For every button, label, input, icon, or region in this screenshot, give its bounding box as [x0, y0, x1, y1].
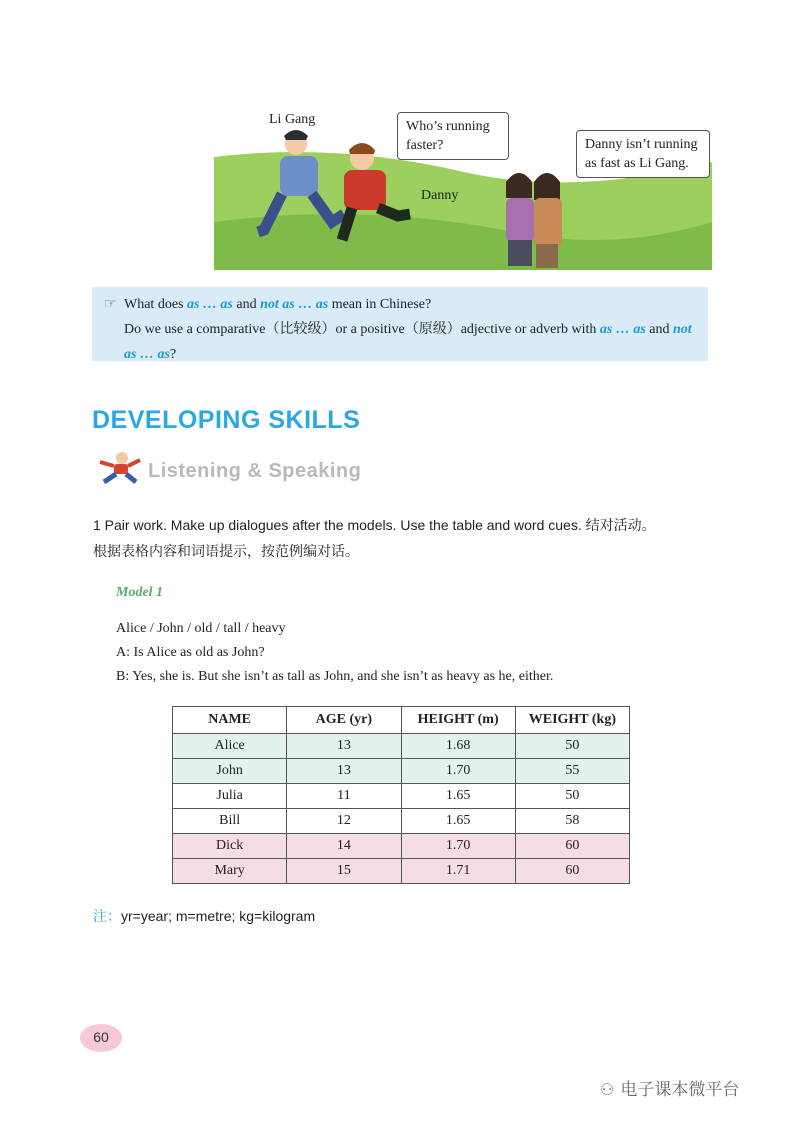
column-header: HEIGHT (m) [401, 707, 515, 734]
table-cell: 1.70 [401, 834, 515, 859]
label-danny: Danny [421, 188, 459, 203]
table-row [173, 859, 630, 884]
table-header-row [173, 707, 630, 734]
table-cell: 11 [287, 784, 401, 809]
model-cues: Alice / John / old / tall / heavy [116, 621, 286, 636]
wechat-icon: ⚇ [600, 1080, 615, 1099]
column-header: WEIGHT (kg) [515, 707, 629, 734]
column-header: AGE (yr) [287, 707, 401, 734]
runner-icon [92, 450, 144, 486]
table-cell: 14 [287, 834, 401, 859]
data-table [172, 706, 630, 884]
exercise-instruction [93, 512, 733, 564]
label-li-gang: Li Gang [269, 112, 316, 127]
footnote-prefix: 注： [93, 908, 121, 924]
table-cell: 15 [287, 859, 401, 884]
table-cell: 50 [515, 734, 629, 759]
column-header: NAME [173, 707, 287, 734]
model-title: Model 1 [116, 585, 164, 600]
table-cell: 60 [515, 834, 629, 859]
table-cell: 1.71 [401, 859, 515, 884]
table-cell: 58 [515, 809, 629, 834]
table-cell: 12 [287, 809, 401, 834]
model-line-a: A: Is Alice as old as John? [116, 645, 265, 660]
table-cell: Bill [173, 809, 287, 834]
question-line-2: Do we use a comparative（比较级）or a positive（原级）adjective or adverb with as … as and not as … as? [124, 322, 692, 362]
table-row [173, 759, 630, 784]
table-cell: 1.70 [401, 759, 515, 784]
footnote-text: yr=year; m=metre; kg=kilogram [121, 908, 316, 924]
watermark-text: 电子课本微平台 [620, 1080, 740, 1100]
table-row [173, 784, 630, 809]
table-row [173, 834, 630, 859]
table-cell: 13 [287, 734, 401, 759]
table-cell: 1.65 [401, 809, 515, 834]
model-line-b: B: Yes, she is. But she isn’t as tall as John, and she isn’t as heavy as he, either. [116, 669, 554, 684]
watermark [600, 1075, 739, 1100]
page-number: 60 [80, 1024, 122, 1052]
question-line-1: What does as … as and not as … as mean in Chinese? [124, 297, 432, 312]
table-cell: 60 [515, 859, 629, 884]
instruction-line-2: 根据表格内容和词语提示，按范例编对话。 [93, 543, 359, 559]
table-cell: 50 [515, 784, 629, 809]
table-row [173, 734, 630, 759]
pointing-hand-icon: ☞ [104, 297, 117, 312]
table-cell: 1.68 [401, 734, 515, 759]
table-cell: Julia [173, 784, 287, 809]
speech-bubble-answer: Danny isn’t running as fast as Li Gang. [576, 130, 710, 178]
question-box [92, 287, 708, 361]
table-cell: 1.65 [401, 784, 515, 809]
table-row [173, 809, 630, 834]
table-footnote [93, 906, 315, 926]
table-cell: Mary [173, 859, 287, 884]
table-cell: 13 [287, 759, 401, 784]
table-cell: Alice [173, 734, 287, 759]
speech-bubble-question: Who’s running faster? [397, 112, 509, 160]
instruction-line-1: 1 Pair work. Make up dialogues after the models. Use the table and word cues. 结对活动。 [93, 517, 656, 533]
subsection-heading: Listening & Speaking [148, 460, 362, 482]
runners-illustration [214, 102, 712, 270]
table-cell: Dick [173, 834, 287, 859]
table-cell: John [173, 759, 287, 784]
section-heading: DEVELOPING SKILLS [92, 406, 361, 434]
table-cell: 55 [515, 759, 629, 784]
